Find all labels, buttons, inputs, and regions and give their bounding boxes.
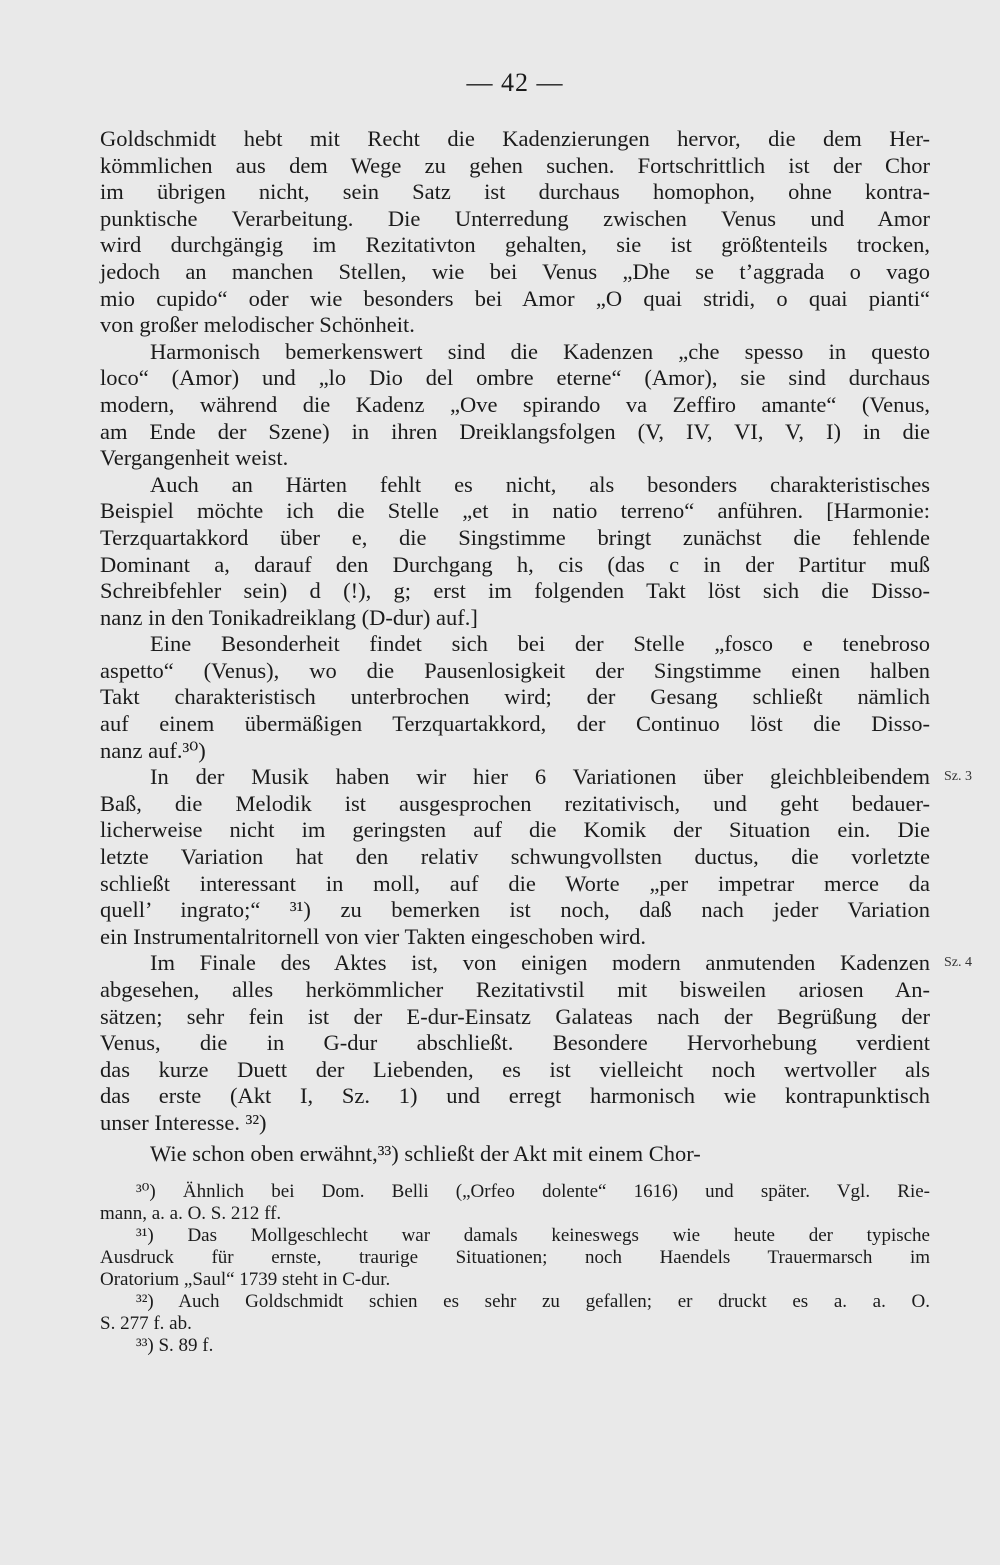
text-line: Eine Besonderheit findet sich bei der Stelle „fosco e tenebroso [150, 631, 930, 657]
text-line: licherweise nicht im geringsten auf die Komik der Situation ein. Die [100, 817, 930, 843]
margin-note-scene-4: Sz. 4 [944, 955, 972, 970]
footnote-line: ³¹) Das Mollgeschlecht war damals keineswegs wie heute der typische [136, 1225, 930, 1246]
text-line: unser Interesse. ³²) [100, 1109, 267, 1135]
text-line: sätzen; sehr fein ist der E-dur-Einsatz Galateas nach der Begrüßung der [100, 1003, 930, 1029]
page-number: — 42 — [466, 68, 564, 97]
text-line: punktische Verarbeitung. Die Unterredung zwischen Venus und Amor [100, 205, 930, 231]
text-line: das erste (Akt I, Sz. 1) und erregt harmonisch wie kontrapunktisch [100, 1083, 930, 1109]
text-line: Vergangenheit weist. [100, 445, 289, 471]
footnotes [100, 1181, 930, 1357]
text-line: ein Instrumentalritornell von vier Takten eingeschoben wird. [100, 923, 646, 949]
text-line: letzte Variation hat den relativ schwungvollsten ductus, die vorletzte [100, 844, 930, 870]
footnote-line: Oratorium „Saul“ 1739 steht in C-dur. [100, 1269, 391, 1290]
text-line: wird durchgängig im Rezitativton gehalten, sie ist größtenteils trocken, [100, 232, 930, 258]
text-line: im übrigen nicht, sein Satz ist durchaus homophon, ohne kontra- [100, 179, 930, 205]
text-line: nanz in den Tonikadreiklang (D-dur) auf.] [100, 604, 478, 630]
text-line: nanz auf.³⁰) [100, 737, 206, 763]
footnote-line: Ausdruck für ernste, traurige Situationen; noch Haendels Trauermarsch im [100, 1247, 930, 1268]
footnote-line: S. 277 f. ab. [100, 1313, 192, 1334]
text-line: das kurze Duett der Liebenden, es ist vielleicht noch wertvoller als [100, 1056, 930, 1082]
text-line: loco“ (Amor) und „lo Dio del ombre eterne“ (Amor), sie sind durchaus [100, 365, 930, 391]
text-line: Baß, die Melodik ist ausgesprochen rezitativisch, und geht bedauer- [100, 790, 930, 816]
text-line: kömmlichen aus dem Wege zu gehen suchen. Fortschrittlich ist der Chor [100, 152, 930, 178]
footnote-line: ³²) Auch Goldschmidt schien es sehr zu gefallen; er druckt es a. a. O. [136, 1291, 930, 1312]
text-line: auf einem übermäßigen Terzquartakkord, der Continuo löst die Disso- [100, 711, 930, 737]
text-line: Terzquartakkord über e, die Singstimme bringt zunächst die fehlende [100, 524, 930, 550]
text-line: Auch an Härten fehlt es nicht, als besonders charakteristisches [150, 471, 930, 497]
text-line: In der Musik haben wir hier 6 Variationen über gleichbleibendem [150, 764, 930, 790]
text-line: Im Finale des Aktes ist, von einigen modern anmutenden Kadenzen [150, 950, 930, 976]
text-line: Wie schon oben erwähnt,³³) schließt der Akt mit einem Chor- [150, 1140, 701, 1166]
text-line: jedoch an manchen Stellen, wie bei Venus „Dhe se t’aggrada o vago [100, 258, 930, 284]
text-line: quell’ ingrato;“ ³¹) zu bemerken ist noch, daß nach jeder Variation [100, 897, 930, 923]
text-line: Dominant a, darauf den Durchgang h, cis (das c in der Partitur muß [100, 551, 930, 577]
footnote-line: mann, a. a. O. S. 212 ff. [100, 1203, 282, 1224]
text-line: mio cupido“ oder wie besonders bei Amor „O quai stridi, o quai pianti“ [100, 285, 930, 311]
footnote-line: ³³) S. 89 f. [136, 1335, 214, 1356]
text-line: Takt charakteristisch unterbrochen wird; der Gesang schließt nämlich [100, 684, 930, 710]
text-line: von großer melodischer Schönheit. [100, 312, 415, 338]
text-line: Venus, die in G-dur abschließt. Besondere Hervorhebung verdient [100, 1030, 930, 1056]
text-line: schließt interessant in moll, auf die Worte „per impetrar merce da [100, 870, 930, 896]
text-line: Beispiel möchte ich die Stelle „et in natio terreno“ anführen. [Harmonie: [100, 498, 930, 524]
text-line: Schreibfehler sein) d (!), g; erst im folgenden Takt löst sich die Disso- [100, 578, 930, 604]
margin-note-scene-3: Sz. 3 [944, 769, 972, 784]
text-line: modern, während die Kadenz „Ove spirando va Zeffiro amante“ (Venus, [100, 391, 930, 417]
text-line: abgesehen, alles herkömmlicher Rezitativstil mit bisweilen ariosen An- [100, 977, 930, 1002]
text-line: am Ende der Szene) in ihren Dreiklangsfolgen (V, IV, VI, V, I) in die [100, 418, 930, 444]
text-line: Goldschmidt hebt mit Recht die Kadenzierungen hervor, die dem Her- [100, 126, 930, 151]
text-line: aspetto“ (Venus), wo die Pausenlosigkeit der Singstimme einen halben [100, 657, 930, 683]
body-text [100, 126, 930, 1167]
footnote-line: ³⁰) Ähnlich bei Dom. Belli („Orfeo dolente“ 1616) und später. Vgl. Rie- [136, 1181, 930, 1202]
text-line: Harmonisch bemerkenswert sind die Kadenzen „che spesso in questo [150, 338, 930, 364]
